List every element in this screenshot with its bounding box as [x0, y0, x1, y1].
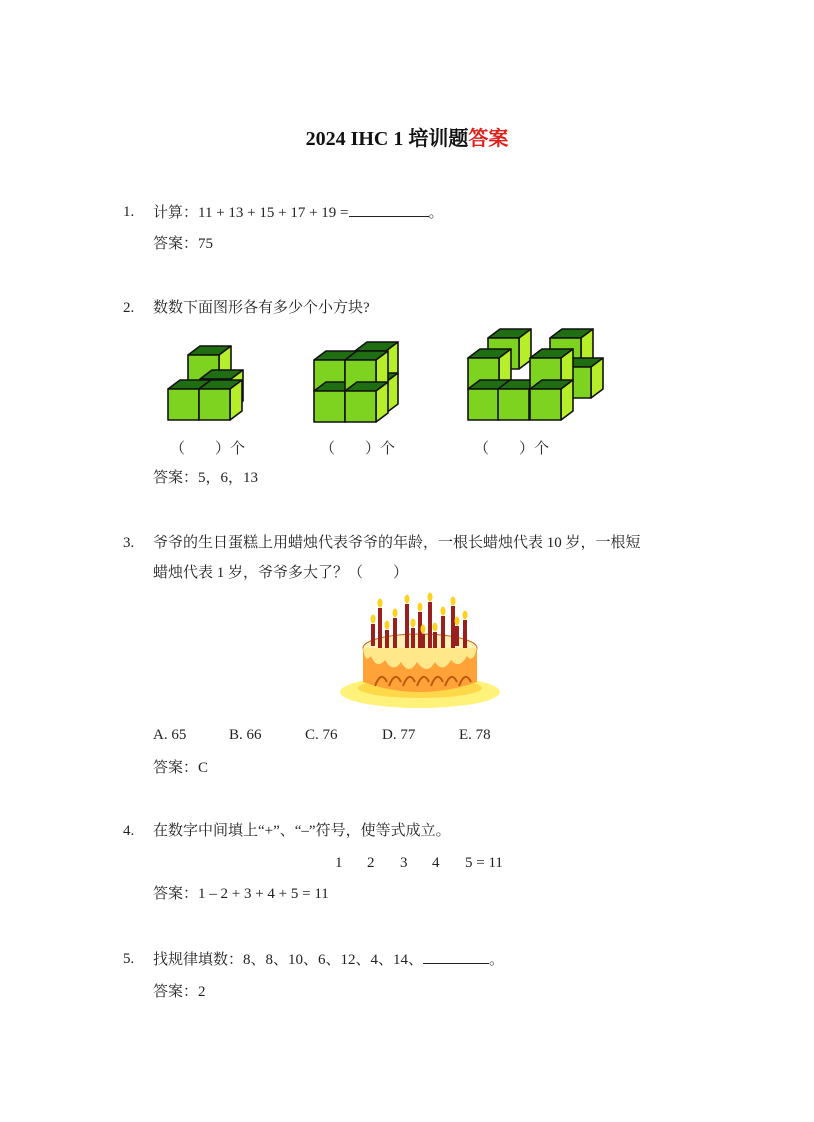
title-answer-label: 答案 [468, 128, 509, 150]
q3-option-e: E. 78 [459, 727, 491, 743]
cube-figure-2 [308, 335, 403, 430]
q3-number: 3. [123, 535, 135, 551]
q1-end: 。 [428, 205, 444, 221]
q1-blank [349, 202, 429, 217]
q5-question: 找规律填数：8、8、10、6、12、4、14、 [153, 952, 424, 968]
q3-option-a: A. 65 [153, 727, 187, 743]
q5-number: 5. [123, 951, 135, 967]
q5-answer: 答案：2 [153, 984, 206, 1000]
q4-num-5: 5 = 11 [465, 855, 503, 871]
q3-option-d: D. 77 [382, 727, 416, 743]
q4-num-2: 2 [367, 855, 375, 871]
q1-text [153, 202, 444, 223]
q4-num-3: 3 [400, 855, 408, 871]
q3-option-c: C. 76 [305, 727, 338, 743]
q5-end: 。 [489, 952, 505, 968]
birthday-cake-image [335, 590, 505, 715]
cube-figure-3 [460, 322, 600, 430]
cube-figure-1 [160, 335, 260, 430]
q4-number: 4. [123, 823, 135, 839]
q4-text: 在数字中间填上“+”、“–”符号，使等式成立。 [153, 823, 451, 839]
q4-answer: 答案：1 – 2 + 3 + 4 + 5 = 11 [153, 886, 329, 902]
q5-text [153, 949, 504, 970]
q3-line-1: 爷爷的生日蛋糕上用蜡烛代表爷爷的年龄，一根长蜡烛代表 10 岁，一根短 [153, 535, 641, 551]
q2-answer: 答案：5，6，13 [153, 470, 259, 486]
q2-blank-2: （ ）个 [320, 441, 396, 457]
q2-number: 2. [123, 300, 135, 316]
q2-blank-1: （ ）个 [170, 441, 246, 457]
q4-num-1: 1 [335, 855, 343, 871]
q5-blank [423, 949, 489, 964]
q2-text: 数数下面图形各有多少个小方块? [153, 300, 370, 316]
q3-line-2: 蜡烛代表 1 岁，爷爷多大了？（ ） [153, 565, 409, 581]
q3-option-b: B. 66 [229, 727, 262, 743]
q1-answer: 答案：75 [153, 236, 214, 252]
q3-answer: 答案：C [153, 760, 209, 776]
q1-number: 1. [123, 204, 135, 220]
q4-num-4: 4 [432, 855, 440, 871]
q1-question: 计算：11 + 13 + 15 + 17 + 19 = [153, 205, 349, 221]
q2-blank-3: （ ）个 [474, 441, 550, 457]
title-prefix: 2024 IHC 1 培训题 [305, 128, 469, 150]
page-title [0, 122, 814, 151]
